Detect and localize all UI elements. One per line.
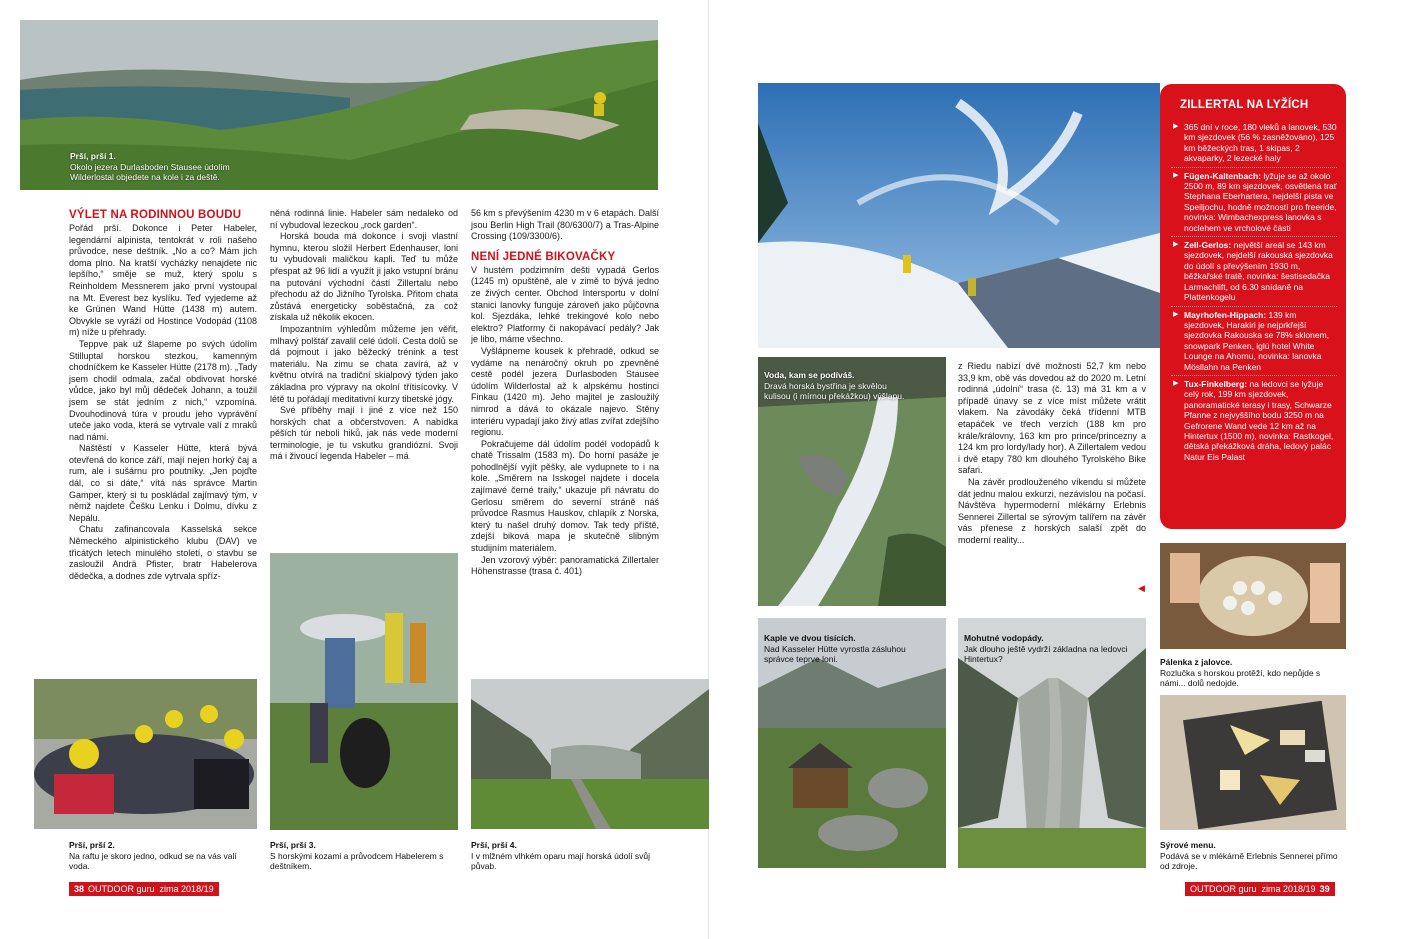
left-folio-issue: zima 2018/19 <box>159 884 214 894</box>
right-folio-issue: zima 2018/19 <box>1261 884 1316 894</box>
left-col3-paragraph: Vyšlápneme kousek k přehradě, odkud se vydáme na nenáročný okruh po zpevněné cestě podél jezera Durlasboden Stausee údolím Wilderlostal až k alpskému hostinci Finkau (1420 m). Jeho majitel je zasloužilý nimrod a dává to okázale najevo. Stěny interiéru vypadají jako živý atlas zvířat zdejšího regionu. <box>471 345 659 438</box>
bullet-icon: ▶ <box>1173 310 1179 318</box>
photo-shots-caption-title: Pálenka z jalovce. <box>1160 657 1233 667</box>
heading-family-hut: VÝLET NA RODINNOU BOUDU <box>69 209 242 221</box>
left-page-folio <box>69 882 219 896</box>
photo2-caption-title: Prší, prší 2. <box>69 840 115 850</box>
bullet-icon: ▶ <box>1173 241 1179 249</box>
left-folio-label: OUTDOOR guru <box>88 884 155 894</box>
photo2-caption <box>69 840 259 872</box>
left-page-number: 38 <box>74 884 85 894</box>
photo2-caption-text: Na raftu je skoro jedno, odkud se na vás valí voda. <box>69 850 237 871</box>
photo-falls-caption-title: Mohutné vodopády. <box>964 633 1044 643</box>
left-col1-paragraph: Tepрve pak už šlapeme po svých údolím Stilluptal horskou stezkou, kamenným chodníčkem ke Kasseler Hütte (2178 m). „Tady jsem chodil odmala, začal obdivovat horské vůdce, jako byl můj dědeček Johann, a toužil jsem se stát jedním z nich,“ vzpomíná. Dvouhodinová túra v proudu jeho vyprávění uteče jako voda, která se vytrvale valí z mraků nad námi. <box>69 338 257 442</box>
photo3-caption-text: S horskými kozami a průvodcem Habelerem s deštníkem. <box>270 850 444 871</box>
photo-chapel-caption <box>764 633 924 665</box>
left-col2-paragraph: něná rodinná linie. Habeler sám nedaleko od ní vybudoval lezeckou „rock garden“. <box>270 208 458 230</box>
sidebar-item-lead: Tux-Finkelberg: <box>1184 378 1248 389</box>
sidebar-item-lead: Zell-Gerlos: <box>1184 240 1232 251</box>
left-col3-paragraph: Jen vzorový výběr: panoramatická Zillertaler Höhenstrasse (trasa č. 401) <box>471 554 659 577</box>
sidebar-item-text: 365 dní v roce, 180 vleků a lanovek, 530 km sjezdovek (56 % zasněžováno), 125 km běžeckých tras, 1 skipas, 2 akvaparky, 2 lezecké haly <box>1184 122 1337 164</box>
right-page-folio <box>1185 882 1335 896</box>
left-col3-paragraph: Pokračujeme dál údolím podél vodopádů k chatě Trissalm (1583 m). Do horní pasáže je pohodlnější vyjít pěšky, ale vydupnete to i na kole. „Směrem na Isskogel najdete i docela zajímavé černé traily,“ ukazuje při návratu do Gerlosu směrem do severní stráně náš průvodce Rasmus Hauskov, chlapík z Norska, který tu našel druhý domov. Tak tedy příště, zdejší biková mapa je skutečně slibným studijním materiálem. <box>471 438 659 554</box>
photo4-caption <box>471 840 671 872</box>
photo-cheese-caption-title: Sýrové menu. <box>1160 840 1216 850</box>
photo3-caption-title: Prší, prší 3. <box>270 840 316 850</box>
sidebar-item-lead: Fügen-Kaltenbach: <box>1184 170 1261 181</box>
photo-water-caption <box>764 370 914 402</box>
sidebar-item <box>1171 379 1337 465</box>
photo-foggy-valley <box>471 679 709 829</box>
photo-goats-umbrella <box>270 553 458 830</box>
photo1-caption <box>70 151 270 183</box>
sidebar-item-text: 139 km sjezdovek, Harakiri je nejprkřejší sjezdovka Rakouska se 78% sklonem, snowpark Penken, iglú hotel White Lounge na Ahornu, novinka: lanovka Mösllahn na Penken <box>1184 309 1330 372</box>
right-page-number: 39 <box>1319 884 1330 894</box>
sidebar-item <box>1171 122 1337 168</box>
sidebar-list <box>1171 122 1337 468</box>
left-col2-paragraph: Impozantním výhledům můžeme jen věřit, mlhavý polštář zavalil celé údolí. Cesta dolů se dá pojmout i jako běžecký trénink a test materiálu. Na zimu se chata zavírá, až v květnu otvírá na tradiční skialpový týden jako základna pro výpravy na okolní třítisícovky. V létě tu pořádají meditativní kurzy tibetské jógy. <box>270 323 458 404</box>
photo3-caption <box>270 840 450 872</box>
photo-shots-caption-text: Rozlučka s horskou protěží, kdo nepůjde s námi... dolů nedojde. <box>1160 667 1321 688</box>
left-col1-paragraph: Pořád prší. Dokonce i Peter Habeler, legendární alpinista, tentokrát v roli našeho průvodce, nese deštník. „No a co? Mám jich doma plno. Na kratší vycházky nenajdete nic lepšího,“ směje se muž, který spolu s Reinholdem Messnerem jako první vystoupal na Mt. Everest bez kyslíku. Teď vyjedeme až ke Grünen Wand Hütte (1438 m) autem. Obvykle se vyráží od Hostince Vodopád (1108 m) níže u přehrady. <box>69 223 257 338</box>
left-col3-paragraph: V hustém podzimním dešti vypadá Gerlos (1245 m) opuštěně, ale v zimě to bývá jedno ze živých center. Obchod Intersportu v dolní stanici lanovky funguje zároveň jako půjčovna kol. Sjezdáka, lehké trekingové kolo nebo elektro? Platformy či nakopávací pedály? Jak je libo, máme všechno. <box>471 264 659 345</box>
right-folio-label: OUTDOOR guru <box>1190 884 1257 894</box>
photo-chapel-caption-title: Kaple ve dvou tisících. <box>764 633 856 643</box>
left-col1-paragraph: Chatu zafinancovala Kasselská sekce Německého alpinistického klubu (DAV) ve třicátých letech minulého století, o stavbu se zasloužil Andrä Pfister, bratr Habelerova dědečka, a dodnes zde vytrvala spříz- <box>69 524 257 581</box>
heading-no-bike: NENÍ JEDNÉ BIKOVAČKY <box>471 250 616 263</box>
photo-water-caption-title: Voda, kam se podíváš. <box>764 370 855 380</box>
photo-falls-caption <box>964 633 1134 665</box>
photo-water-caption-text: Dravá horská bystřina je skvělou kulisou (i mírnou překážkou) výšlapu. <box>764 380 905 401</box>
left-col3-intro: 56 km s převýšením 4230 m v 6 etapách. Další jsou Berlin High Trail (80/6300/7) a Tras-Alpine Crossing (109/3300/6). <box>471 208 659 242</box>
left-text-column-1 <box>69 208 257 582</box>
photo-falls-caption-text: Jak dlouho ještě vydrží základna na ledovci Hintertux? <box>964 643 1128 664</box>
sidebar-zillertal-skiing <box>1160 84 1346 529</box>
photo-juniper-shots <box>1160 543 1346 649</box>
photo1-caption-text: Okolo jezera Durlasboden Stausee údolím Wilderlostal objedete na kole i za deště. <box>70 161 230 182</box>
bullet-icon: ▶ <box>1173 171 1179 179</box>
sidebar-item <box>1171 240 1337 306</box>
right-col-paragraph: Na závěr prodlouženého víkendu si můžete dát jednu malou exkurzi, nezávislou na počasí. Návštěva hypermoderní mlékárny Erlebnis Sennerei Zillertal se sýrovým talířem na závěr vás přenese z horských salaší zpět do moderní reality... <box>958 476 1146 545</box>
left-col2-paragraph: Horská bouda má dokonce i svoji vlastní hymnu, kterou složil Herbert Edenhauser, loni tu vybudovali maličkou kapli. Teď tu může přespat až 96 lidí a využít ji jako vstupní bránu na putování východní částí Zillertalu nebo přechodu až do Jižního Tyrolska. Přitom chata zůstává energeticky soběstačná, za což získala už několik ekocen. <box>270 231 458 323</box>
sidebar-item <box>1171 171 1337 237</box>
right-text-column <box>958 361 1146 547</box>
sidebar-item-lead: Mayrhofen-Hippach: <box>1184 309 1267 320</box>
left-col2-paragraph: Své příběhy mají i jiné z více než 150 horských chat a občerstvoven. A nabídka pěších túr neboli hiků, jak nás vede moderní terminologie, je tu vskutku grandiózní. Svoji má i živoucí legenda Habeler – má <box>270 405 458 462</box>
bullet-icon: ▶ <box>1173 123 1179 130</box>
photo-cheese-platter <box>1160 695 1346 830</box>
photo1-caption-title: Prší, prší 1. <box>70 151 116 161</box>
sidebar-item-text: největší areál se 143 km sjezdovek, nejdelší rakouská sjezdovka do údolí s převýšením 1930 m, běžkařské tratě, novinka: šestisedačka Larmachlift, od 6.30 snídaně na Plattenkogelu <box>1184 240 1333 303</box>
left-text-column-2 <box>270 208 458 463</box>
left-col1-paragraph: Naštěstí v Kasseler Hütte, která bývá otevřená do konce září, mají nejen horký čaj a rum, ale i sušárnu pro poutníky. „Jen pojďte dál, co si dáte,“ vítá nás správce Martin Gamper, který si tu poskládal zajímavý tým, v němž najdete Češku Lenku i Dolmu, dívku z Nepálu. <box>69 443 257 523</box>
sidebar-item-text: na ledovci se lyžuje celý rok, 199 km sjezdovek, panoramatické terasy i trasy, Schwarze Pfanne z nejvyššího bodu 3250 m na Gefrorene Wand vede 12 km až na Hintertux (1500 m), novinka: Rastkogel, dětská překážková dráha, ledový palác Natur Eis Palast <box>1184 378 1334 462</box>
sidebar-item <box>1171 310 1337 376</box>
photo-cheese-caption <box>1160 840 1346 872</box>
left-text-column-3 <box>471 208 659 578</box>
photo-cheese-caption-text: Podává se v mlékárně Erlebnis Sennerei přímo od zdroje. <box>1160 850 1338 871</box>
right-col-paragraph: z Riedu nabízí dvě možnosti 52,7 km nebo 33,9 km, obě vás dovedou až do 2020 m. Letní rodinná „údolní“ trasa (č. 13) má 31 km a v případě únavy se z více míst můžete vrátit vlakem. Na závodáky čeká třídenní MTB etapáček ve třech verzích (188 km pro krále/královny, 163 km pro prince/princezny a 124 km pro lordy/lady hor). A Zillertalem vedou i dvě etapy 780 km dlouhého Tyrolského Bike safari. <box>958 361 1146 476</box>
end-mark-icon: ◀ <box>1138 583 1145 593</box>
photo4-caption-text: I v mlžném vlhkém oparu mají horská údolí svůj půvab. <box>471 850 651 871</box>
photo-rafting <box>34 679 257 829</box>
photo-ski-touring <box>758 83 1160 348</box>
sidebar-title: ZILLERTAL NA LYŽÍCH <box>1180 99 1309 111</box>
sidebar-item-text: lyžuje se až okolo 2500 m, 89 km sjezdovek, osvětlená trať Stephana Eberhartera, nejdelší pista ve Speiljochu, hodně možností pro freeride, novinka: Wimbachexpress lanovka s noclehem ve vrcholové části <box>1184 170 1337 233</box>
bullet-icon: ▶ <box>1173 379 1179 387</box>
photo-chapel-caption-text: Nad Kasseler Hütte vyrostla zásluhou správce teprve loni. <box>764 643 906 664</box>
photo4-caption-title: Prší, prší 4. <box>471 840 517 850</box>
photo-shots-caption <box>1160 657 1346 689</box>
